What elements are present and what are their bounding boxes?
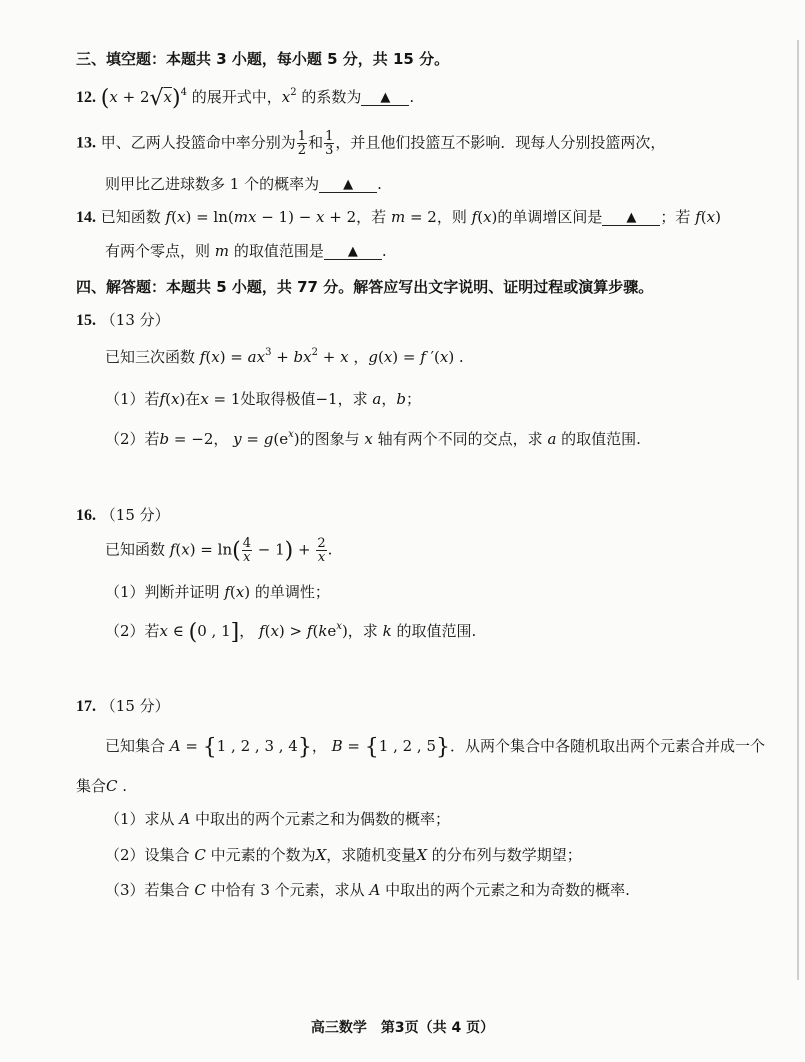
- answer-blank: ▲: [602, 210, 660, 226]
- question-15-part1: （1）若f(x)在x = 1处取得极值−1，求 a，b；: [105, 390, 421, 408]
- question-17-stem: 已知集合 A = {1 , 2 , 3 , 4}， B = {1 , 2 , 5}．从两个集合中各随机取出两个元素合并成一个: [105, 735, 766, 760]
- question-17-header: 17. （15 分）: [76, 697, 170, 715]
- question-16-part2: （2）若x ∈ (0 , 1]， $f(x) > f(ke^x)$，求 k 的取值范围.: [105, 620, 477, 645]
- question-17-part1: （1）求从 A 中取出的两个元素之和为偶数的概率；: [105, 810, 450, 828]
- question-14-line2: 有两个零点，则 m 的取值范围是 ▲ .: [105, 242, 387, 260]
- question-17-part2: （2）设集合 C 中元素的个数为X，求随机变量X 的分布列与数学期望；: [105, 846, 582, 864]
- question-14: 14. 已知函数 f(x) = ln(mx − 1) − x + 2，若 m = 2，则 f(x)的单调增区间是 ▲ ；若 f(x): [76, 208, 721, 226]
- q14-number: 14.: [76, 209, 96, 226]
- question-13-line2: 则甲比乙进球数多 1 个的概率为 ▲ .: [105, 175, 382, 193]
- page-fold-shadow: [797, 40, 799, 980]
- q12-number: 12.: [76, 89, 96, 106]
- answer-blank: ▲: [324, 244, 382, 260]
- q13-number: 13.: [76, 134, 96, 152]
- page-footer: 高三数学 第3页（共 4 页）: [310, 1020, 495, 1036]
- q15-number: 15.: [76, 312, 96, 329]
- question-17-stem-line2: 集合C .: [76, 777, 128, 795]
- q16-number: 16.: [76, 507, 96, 524]
- q17-number: 17.: [76, 698, 96, 715]
- answer-blank: ▲: [361, 90, 409, 106]
- question-17-part3: （3）若集合 C 中恰有 3 个元素，求从 A 中取出的两个元素之和为奇数的概率.: [105, 881, 630, 899]
- question-13: 13. 甲、乙两人投篮命中率分别为 $\frac{1}{2}$ 和 $\frac{1}{3}$ ，并且他们投篮互不影响．现每人分别投篮两次，: [76, 129, 666, 158]
- answer-blank: ▲: [319, 177, 377, 193]
- question-12: 12. $(x + 2√x)^4$ 的展开式中，$x^2$ 的系数为 ▲ .: [76, 86, 415, 111]
- question-16-part1: （1）判断并证明 f(x) 的单调性；: [105, 583, 330, 601]
- section-fill-blank-header: 三、填空题：本题共 3 小题，每小题 5 分，共 15 分。: [76, 50, 450, 68]
- question-15-part2: （2）若b = −2， $y = g(e^x)$的图象与 x 轴有两个不同的交点，求 a 的取值范围.: [105, 429, 641, 448]
- question-15-header: 15. （13 分）: [76, 311, 170, 329]
- question-16-header: 16. （15 分）: [76, 506, 170, 524]
- section-solution-header: 四、解答题：本题共 5 小题，共 77 分。解答应写出文字说明、证明过程或演算步骤。: [76, 278, 654, 296]
- question-16-stem: 已知函数 f(x) = ln( $\frac{4}{x}$ − 1) + $\frac{2}{x}$ .: [105, 536, 333, 565]
- question-15-stem: 已知三次函数 $f(x) = ax^3 + bx^2 + x$ ，g(x) = f ′(x) .: [105, 347, 464, 366]
